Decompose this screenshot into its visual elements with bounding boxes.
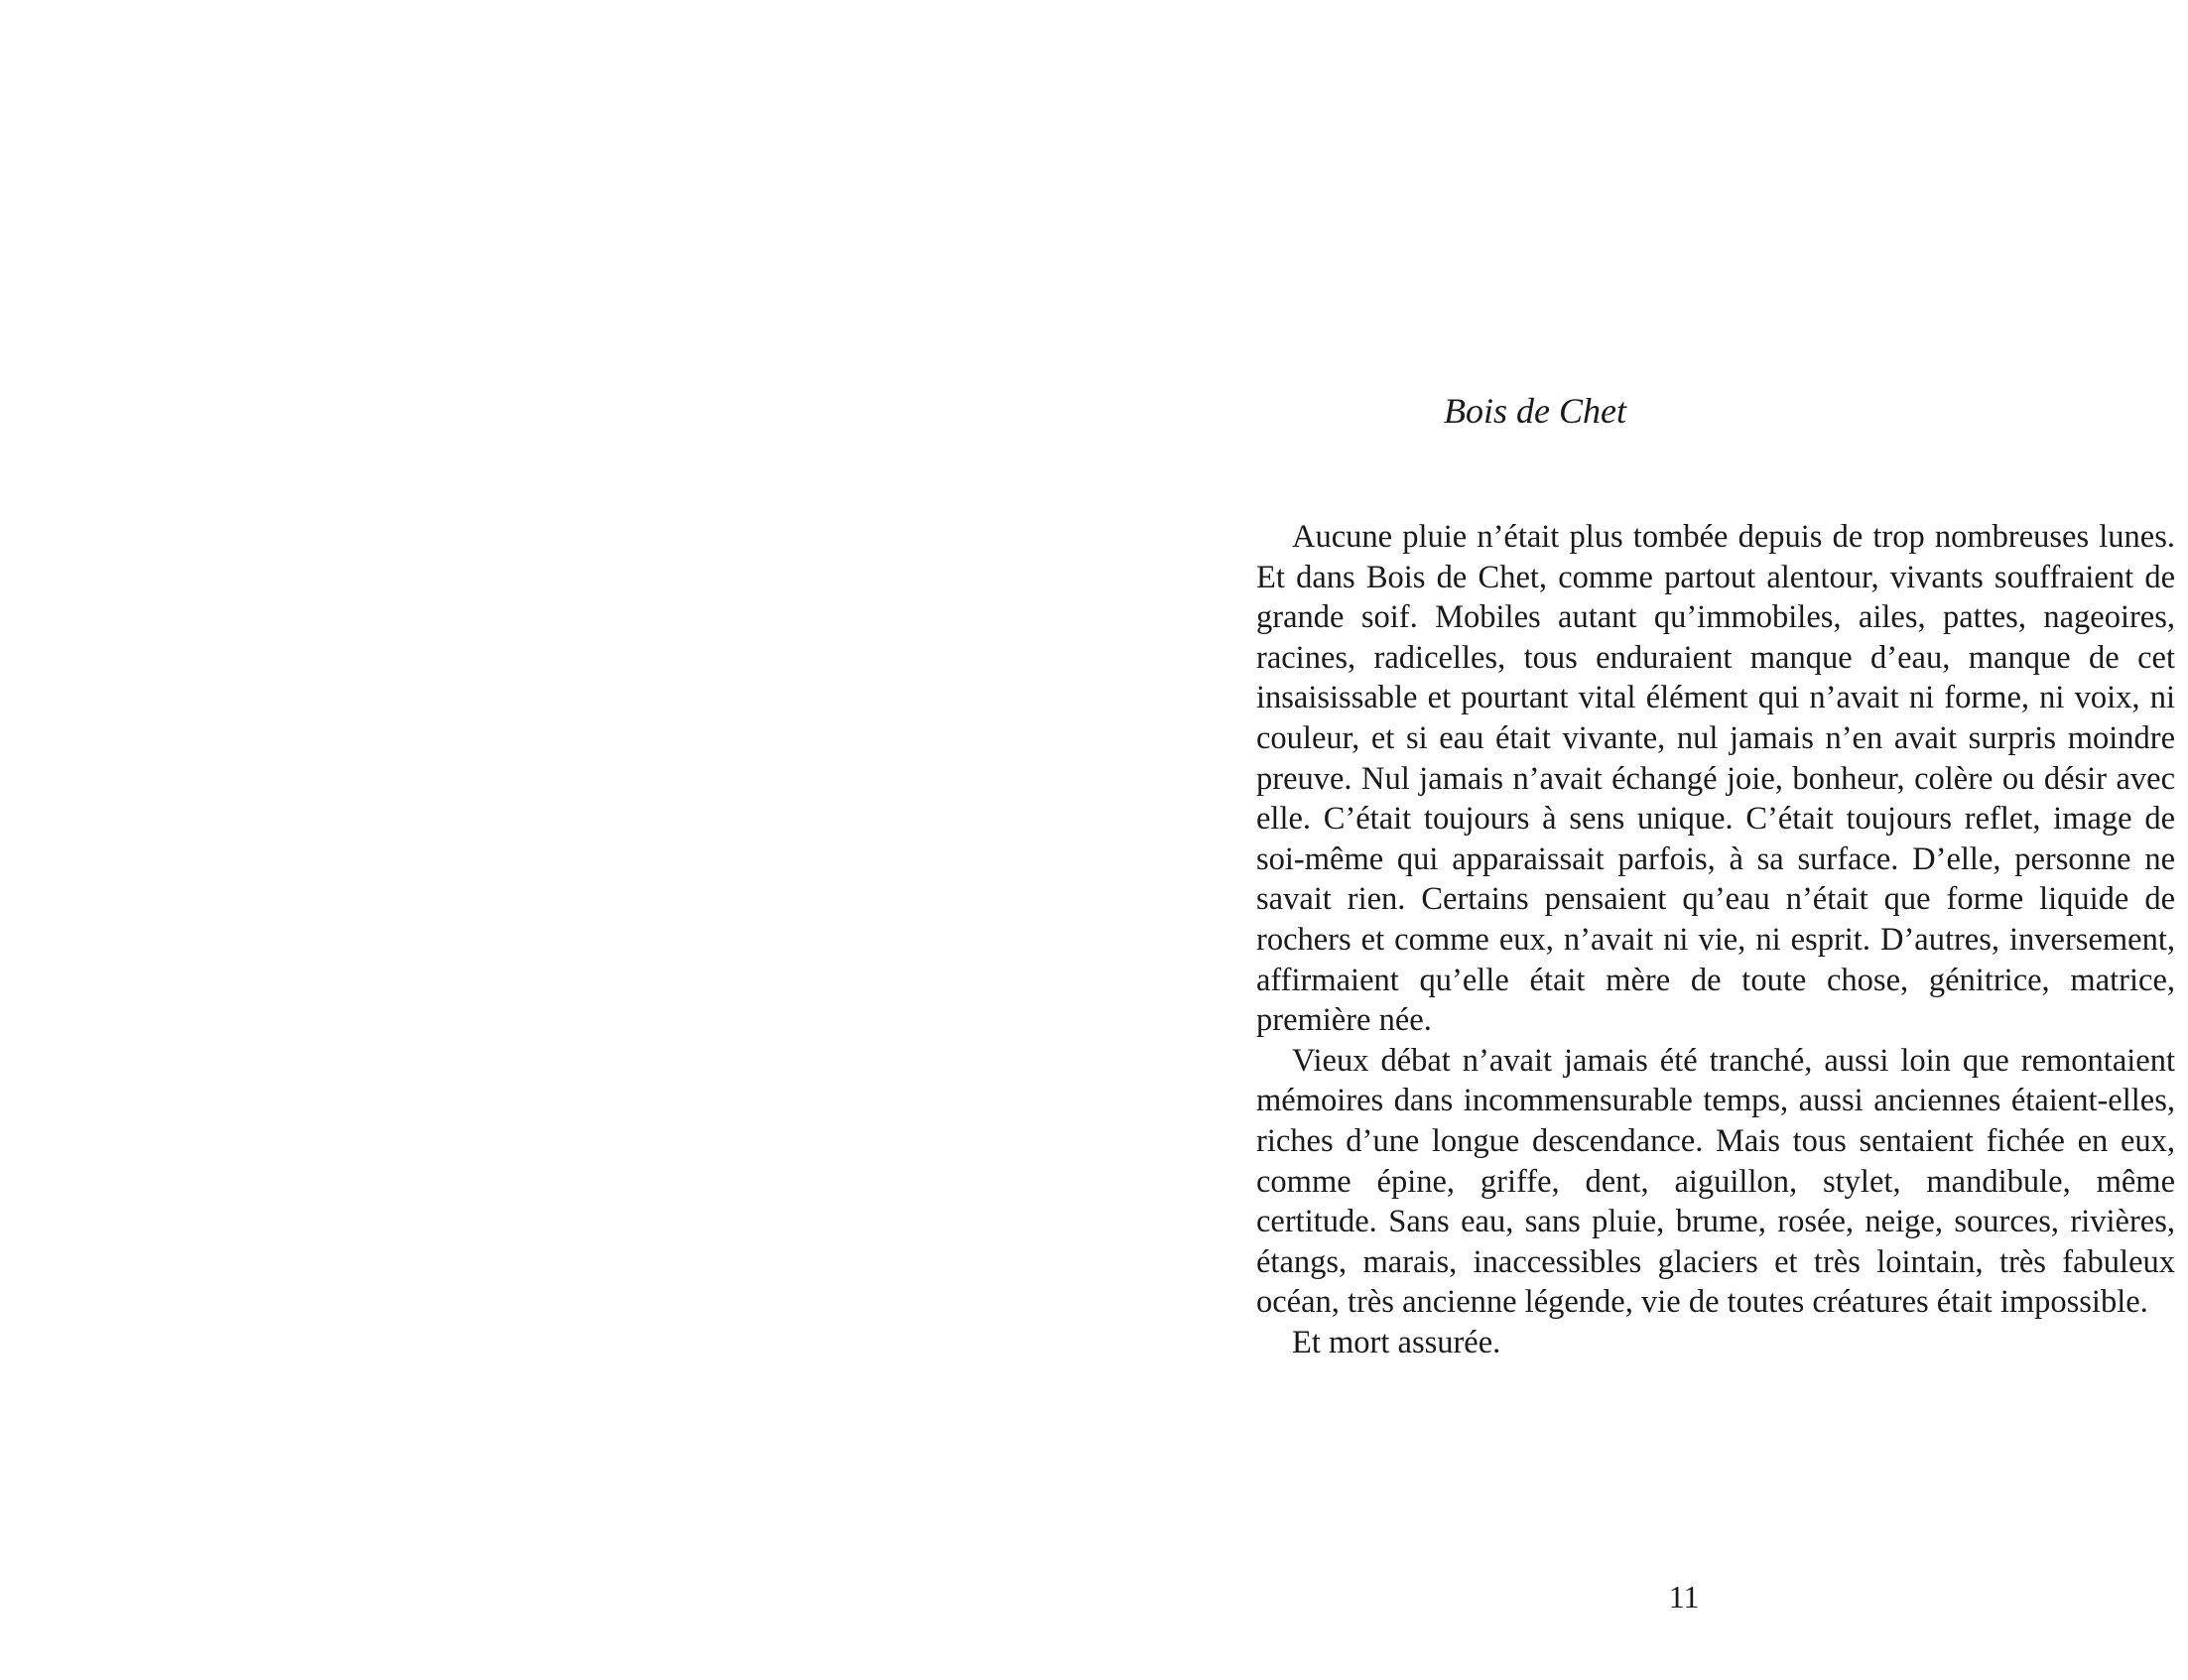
body-text: [1256, 517, 2175, 1362]
paragraph-3: Et mort assurée.: [1292, 1324, 1501, 1360]
paragraph-1: Aucune pluie n’était plus tombée depuis de trop nombreuses lunes. Et dans Bois de Chet, comme partout alentour, vivants souffraient de grande soif. Mobiles autant qu’immobiles, ailes, pattes, nageoires, racines, radicelles, tous enduraient manque d’eau, manque de cet insaisissable et pourtant vital élément qui n’avait ni forme, ni voix, ni couleur, et si eau était vivante, nul jamais n’en avait surpris moindre preuve. Nul jamais n’avait échangé joie, bonheur, colère ou désir avec elle. C’était toujours à sens unique. C’était toujours reflet, image de soi-même qui apparaissait parfois, à sa surface. D’elle, personne ne savait rien. Certains pensaient qu’eau n’était que forme liquide de rochers et comme eux, n’avait ni vie, ni esprit. D’autres, inversement, affirmaient qu’elle était mère de toute chose, génitrice, matrice, première née.: [1256, 519, 2175, 1039]
page-number: 11: [1668, 1579, 1700, 1615]
chapter-title: Bois de Chet: [1444, 391, 1626, 431]
right-page: [1094, 0, 2188, 1680]
paragraph-2: Vieux débat n’avait jamais été tranché, aussi loin que remontaient mémoires dans incommensurable temps, aussi anciennes étaient-elles, riches d’une longue descendance. Mais tous sentaient fichée en eux, comme épine, griffe, dent, aiguillon, stylet, mandibule, même certitude. Sans eau, sans pluie, brume, rosée, neige, sources, rivières, étangs, marais, inaccessibles glaciers et très lointain, très fabuleux océan, très ancienne légende, vie de toutes créatures était impossible.: [1256, 1042, 2175, 1321]
